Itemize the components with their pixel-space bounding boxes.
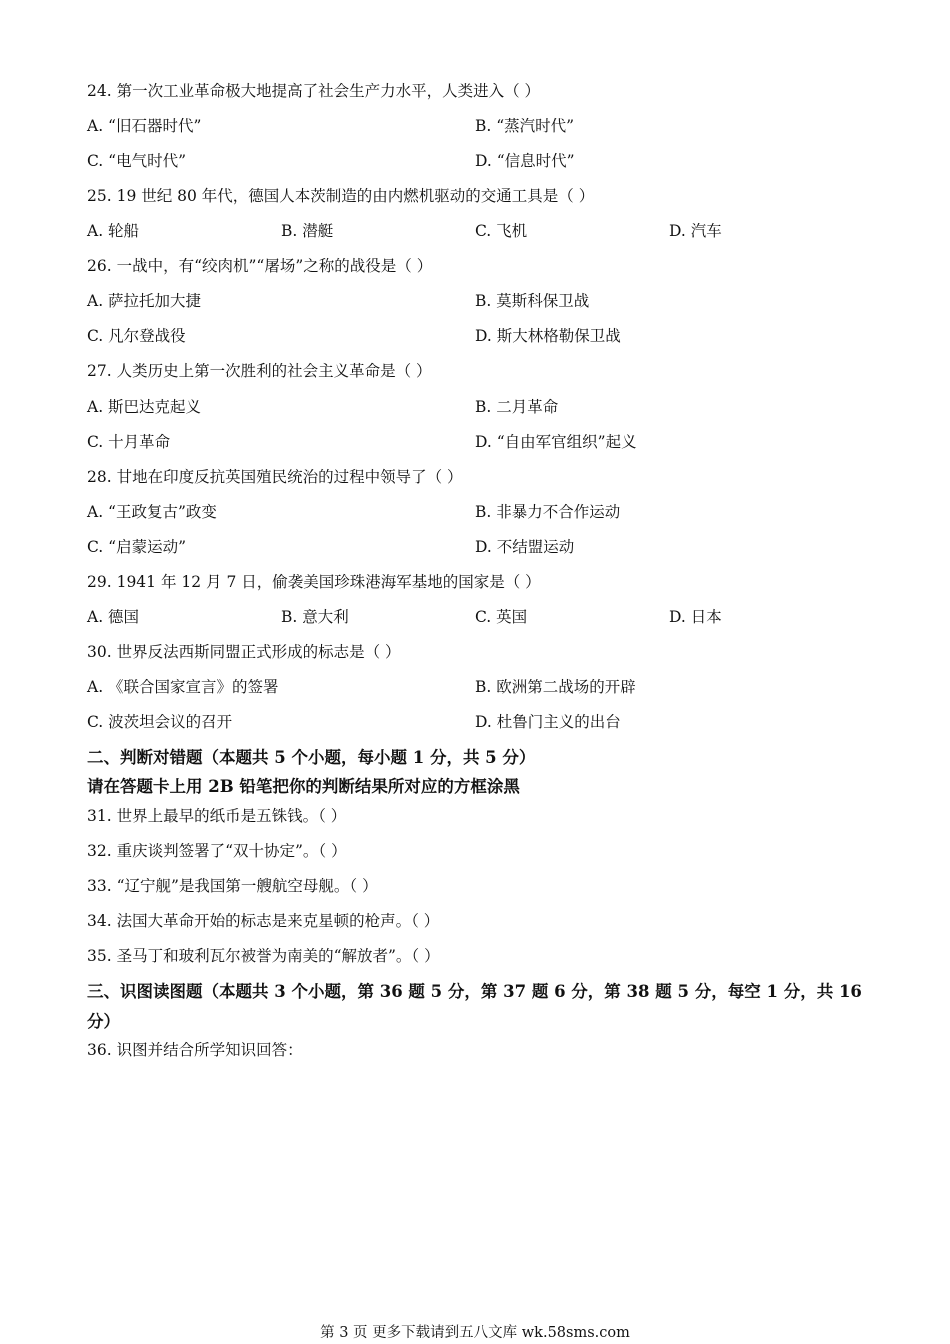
question-29-option-c: C. 英国 (475, 608, 528, 626)
question-29-option-a: A. 德国 (87, 608, 140, 626)
question-25-option-b: B. 潜艇 (281, 222, 334, 240)
question-25-option-a: A. 轮船 (87, 222, 140, 240)
question-24-option-c: C. “电气时代” (87, 152, 187, 170)
question-30-option-c: C. 波茨坦会议的召开 (87, 713, 233, 731)
section-3-title: 三、识图读图题（本题共 3 个小题，第 36 题 5 分，第 37 题 6 分，第 38 题 5 分，每空 1 分，共 16 分） (87, 982, 862, 1031)
question-26-option-b: B. 莫斯科保卫战 (475, 292, 590, 310)
page-footer: 第 3 页 更多下载请到五八文库 wk.58sms.com (320, 1325, 630, 1341)
question-26-option-c: C. 凡尔登战役 (87, 327, 186, 345)
question-24-stem: 24. 第一次工业革命极大地提高了社会生产力水平，人类进入（ ） (87, 82, 541, 100)
question-30-stem: 30. 世界反法西斯同盟正式形成的标志是（ ） (87, 643, 401, 661)
question-29-option-d: D. 日本 (669, 608, 722, 626)
question-26-option-d: D. 斯大林格勒保卫战 (475, 327, 621, 345)
question-30-option-b: B. 欧洲第二战场的开辟 (475, 678, 636, 696)
question-24-option-a: A. “旧石器时代” (87, 117, 202, 135)
question-30-option-a: A. 《联合国家宣言》的签署 (87, 678, 279, 696)
question-26-stem: 26. 一战中，有“绞肉机”“屠场”之称的战役是（ ） (87, 257, 433, 275)
question-28-option-a: A. “王政复古”政变 (87, 503, 217, 521)
question-28-stem: 28. 甘地在印度反抗英国殖民统治的过程中领导了（ ） (87, 468, 463, 486)
section-2-title: 二、判断对错题（本题共 5 个小题，每小题 1 分，共 5 分） (87, 748, 536, 767)
question-31: 31. 世界上最早的纸币是五铢钱。（ ） (87, 807, 347, 825)
question-27-option-c: C. 十月革命 (87, 433, 171, 451)
question-34: 34. 法国大革命开始的标志是来克星顿的枪声。（ ） (87, 912, 440, 930)
question-36: 36. 识图并结合所学知识回答： (87, 1041, 303, 1059)
question-26-option-a: A. 萨拉托加大捷 (87, 292, 202, 310)
question-30-option-d: D. 杜鲁门主义的出台 (475, 713, 621, 731)
question-29-stem: 29. 1941 年 12 月 7 日，偷袭美国珍珠港海军基地的国家是（ ） (87, 573, 541, 591)
question-27-stem: 27. 人类历史上第一次胜利的社会主义革命是（ ） (87, 362, 432, 380)
question-32: 32. 重庆谈判签署了“双十协定”。（ ） (87, 842, 347, 860)
question-27-option-d: D. “自由军官组织”起义 (475, 433, 637, 451)
question-28-option-c: C. “启蒙运动” (87, 538, 187, 556)
question-27-option-b: B. 二月革命 (475, 398, 559, 416)
question-28-option-d: D. 不结盟运动 (475, 538, 575, 556)
section-2-instruction: 请在答题卡上用 2B 铅笔把你的判断结果所对应的方框涂黑 (87, 777, 520, 796)
question-28-option-b: B. 非暴力不合作运动 (475, 503, 621, 521)
question-24-option-d: D. “信息时代” (475, 152, 575, 170)
question-25-stem: 25. 19 世纪 80 年代，德国人本茨制造的由内燃机驱动的交通工具是（ ） (87, 187, 595, 205)
question-27-option-a: A. 斯巴达克起义 (87, 398, 202, 416)
question-33: 33. “辽宁舰”是我国第一艘航空母舰。（ ） (87, 877, 378, 895)
question-35: 35. 圣马丁和玻利瓦尔被誉为南美的“解放者”。（ ） (87, 947, 440, 965)
question-25-option-d: D. 汽车 (669, 222, 722, 240)
question-24-option-b: B. “蒸汽时代” (475, 117, 575, 135)
question-25-option-c: C. 飞机 (475, 222, 528, 240)
question-29-option-b: B. 意大利 (281, 608, 349, 626)
